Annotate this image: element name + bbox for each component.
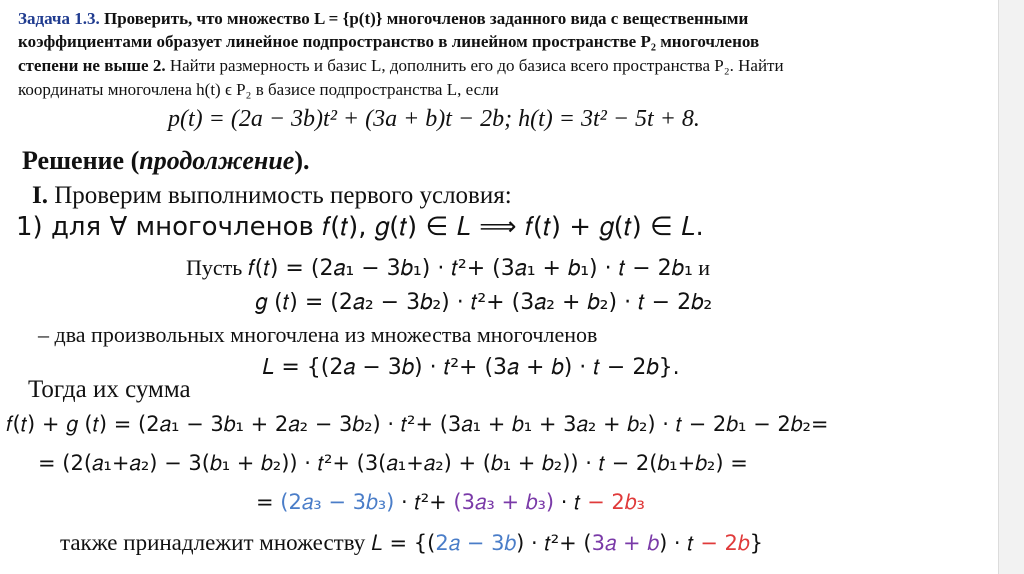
sum3-blue-coef: 2𝑎₃ − 3𝑏₃	[288, 490, 387, 514]
also-red-term: − 2𝑏	[700, 531, 750, 555]
sum3-mid1: · 𝑡²+	[394, 490, 454, 514]
also-belongs-line	[60, 530, 763, 556]
sum-line-3	[256, 490, 645, 515]
sum3-open2: (	[453, 490, 462, 514]
sum3-purple-coef: 3𝑎₃ + 𝑏₃	[461, 490, 546, 514]
heading-suffix: ).	[294, 146, 310, 175]
problem-line-2: коэффициентами образует линейное подпространство в линейном пространстве P₂ многочленов	[18, 32, 760, 51]
then-sum-text: Тогда их сумма	[28, 376, 191, 403]
sum-line-2: = (2(𝑎₁+𝑎₂) − 3(𝑏₁ + 𝑏₂)) · 𝑡²+ (3(𝑎₁+𝑎₂) + (𝑏₁ + 𝑏₂)) · 𝑡 − 2(𝑏₁+𝑏₂) =	[38, 451, 748, 475]
heading-italic: продолжение	[139, 146, 295, 175]
let-f-line	[186, 255, 710, 281]
sum3-red-term: − 2𝑏₃	[587, 490, 645, 514]
also-close: }	[749, 531, 764, 555]
also-mid1: ) · 𝑡²+ (	[516, 531, 592, 555]
sum3-close2: )	[545, 490, 555, 514]
problem-formula	[168, 106, 700, 133]
right-edge-bar	[998, 0, 1024, 574]
problem-task-text: Найти размерность и базис L, дополнить его до базиса всего пространства P₂. Найти	[169, 56, 784, 75]
heading-prefix: Решение (	[22, 146, 140, 175]
also-belongs-text: также принадлежит множеству	[60, 530, 372, 555]
formula-text: p(t) = (2a − 3b)t² + (3a + b)t − 2b; h(t) = 3t² − 5t + 8.	[168, 106, 700, 132]
set-L-definition: 𝐿 = {(2𝑎 − 3𝑏) · 𝑡²+ (3𝑎 + 𝑏) · 𝑡 − 2𝑏}.	[262, 355, 680, 380]
step-one	[32, 182, 512, 210]
condition-1: 1) для ∀ многочленов 𝑓(𝑡), 𝑔(𝑡) ∈ 𝐿 ⟹ 𝑓(𝑡) + 𝑔(𝑡) ∈ 𝐿.	[16, 212, 704, 242]
sum3-mid2: · 𝑡	[554, 490, 588, 514]
step-text: Проверим выполнимость первого условия:	[54, 182, 512, 209]
problem-text: Проверить, что множество L = {p(t)} многочленов заданного вида с вещественными	[103, 9, 749, 28]
step-roman: I.	[32, 182, 48, 209]
sum3-eq: =	[256, 490, 281, 514]
sum3-close1: )	[386, 490, 395, 514]
also-eq: 𝐿 = {(	[371, 531, 436, 555]
also-mid2: ) · 𝑡	[659, 531, 701, 555]
problem-degree: степени не выше 2.	[18, 56, 166, 75]
let-prefix: Пусть	[186, 255, 248, 280]
two-arbitrary-text: – два произвольных многочлена из множества многочленов	[38, 322, 598, 347]
problem-line-3	[18, 56, 784, 75]
problem-line-4: координаты многочлена h(t) ϵ P₂ в базисе подпространства L, если	[18, 80, 499, 99]
solution-heading	[22, 146, 310, 176]
sum-line-1: 𝑓(𝑡) + 𝑔 (𝑡) = (2𝑎₁ − 3𝑏₁ + 2𝑎₂ − 3𝑏₂) · 𝑡²+ (3𝑎₁ + 𝑏₁ + 3𝑎₂ + 𝑏₂) · 𝑡 − 2𝑏₁ − 2𝑏₂=	[6, 412, 829, 436]
g-definition: 𝑔 (𝑡) = (2𝑎₂ − 3𝑏₂) · 𝑡²+ (3𝑎₂ + 𝑏₂) · 𝑡 − 2𝑏₂	[255, 290, 713, 315]
sum3-open1: (	[280, 490, 289, 514]
task-label: Задача 1.3.	[18, 9, 100, 28]
and-word: и	[692, 255, 711, 280]
also-purple-coef: 3𝑎 + 𝑏	[591, 531, 660, 555]
problem-line-1	[18, 9, 748, 28]
f-definition: 𝑓(𝑡) = (2𝑎₁ − 3𝑏₁) · 𝑡²+ (3𝑎₁ + 𝑏₁) · 𝑡 − 2𝑏₁	[247, 256, 693, 281]
also-blue-coef: 2𝑎 − 3𝑏	[435, 531, 517, 555]
